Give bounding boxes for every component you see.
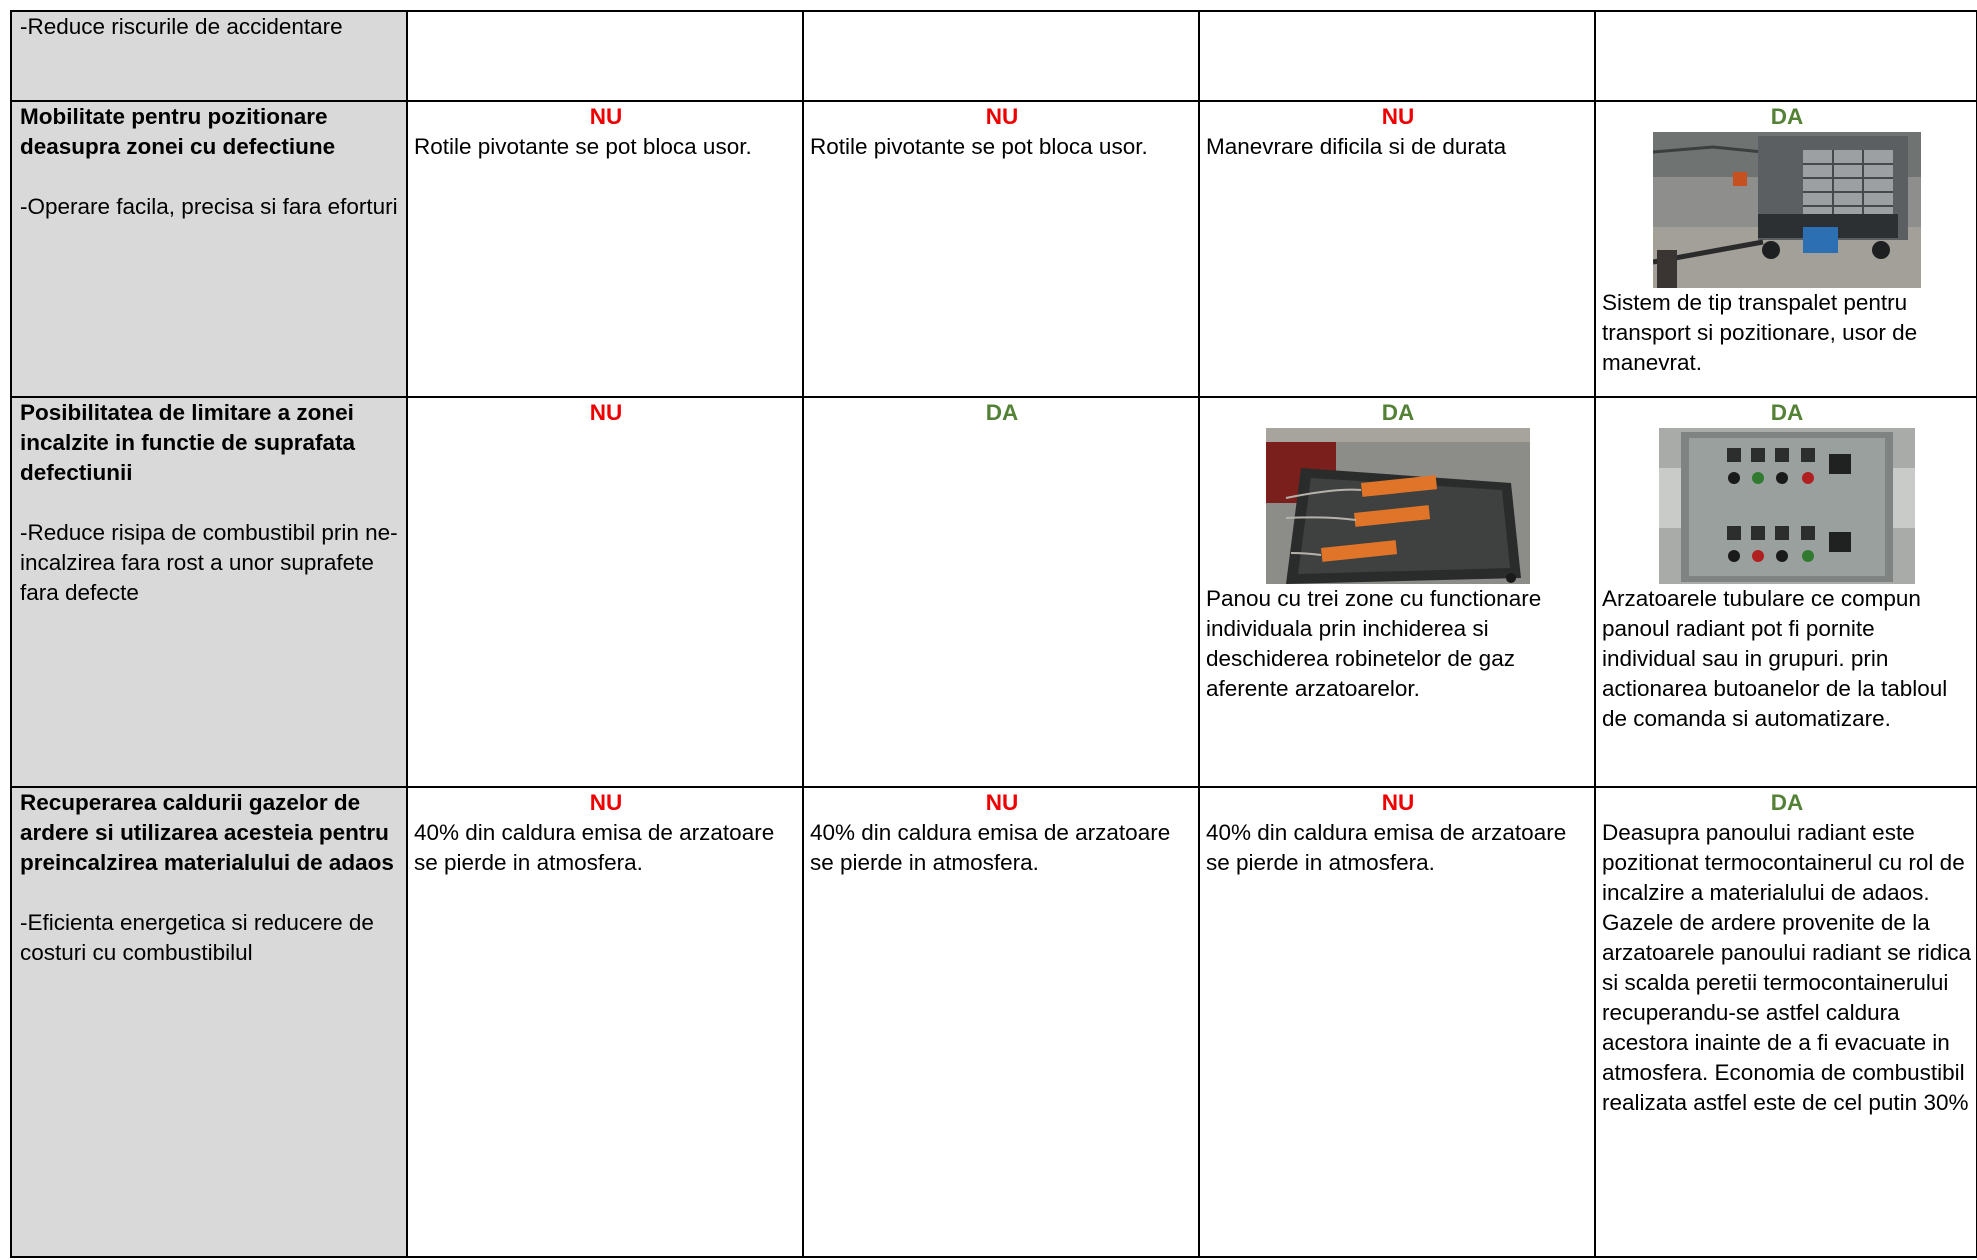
verdict-badge: NU — [589, 790, 623, 815]
option-text: Rotile pivotante se pot bloca usor. — [810, 134, 1148, 159]
table-row — [11, 787, 1977, 1257]
three-zone-panel-photo — [1266, 428, 1530, 584]
option-cell-1 — [407, 11, 803, 101]
feature-cell — [11, 397, 407, 787]
verdict-badge: DA — [1770, 400, 1804, 425]
option-text: 40% din caldura emisa de arzatoare se pierde in atmosfera. — [1206, 820, 1567, 875]
option-cell-2 — [803, 101, 1199, 397]
option-text: Panou cu trei zone cu functionare individuala prin inchiderea si deschiderea robinetelor de gaz aferente arzatoarelor. — [1206, 586, 1542, 701]
feature-description: -Reduce riscurile de accidentare — [20, 14, 343, 39]
feature-description: -Operare facila, precisa si fara eforturi — [20, 194, 398, 219]
verdict-badge: NU — [1381, 790, 1415, 815]
option-cell-1 — [407, 397, 803, 787]
feature-cell — [11, 101, 407, 397]
option-cell-3 — [1199, 101, 1595, 397]
option-cell-3 — [1199, 11, 1595, 101]
option-cell-2 — [803, 397, 1199, 787]
option-cell-2 — [803, 11, 1199, 101]
feature-description: -Eficienta energetica si reducere de costuri cu combustibilul — [20, 910, 374, 965]
verdict-badge: NU — [1381, 104, 1415, 129]
feature-title: Mobilitate pentru pozitionare deasupra zonei cu defectiune — [20, 104, 336, 159]
option-cell-1 — [407, 101, 803, 397]
feature-cell — [11, 11, 407, 101]
feature-title: Recuperarea caldurii gazelor de ardere si utilizarea acesteia pentru preincalzirea materialului de adaos — [20, 790, 394, 875]
option-cell-2 — [803, 787, 1199, 1257]
option-cell-1 — [407, 787, 803, 1257]
table-row — [11, 11, 1977, 101]
verdict-badge: DA — [1770, 790, 1804, 815]
table-row — [11, 101, 1977, 397]
option-text: Arzatoarele tubulare ce compun panoul radiant pot fi pornite individual sau in grupuri. prin actionarea butoanelor de la tabloul de comanda si automatizare. — [1602, 586, 1948, 731]
option-cell-4 — [1595, 787, 1977, 1257]
verdict-badge: NU — [589, 400, 623, 425]
verdict-badge: DA — [1381, 400, 1415, 425]
verdict-badge: NU — [985, 104, 1019, 129]
option-text: Rotile pivotante se pot bloca usor. — [414, 134, 752, 159]
option-cell-4 — [1595, 397, 1977, 787]
option-text: Sistem de tip transpalet pentru transport si pozitionare, usor de manevrat. — [1602, 290, 1918, 375]
control-board-photo — [1659, 428, 1915, 584]
option-text: Manevrare dificila si de durata — [1206, 134, 1507, 159]
verdict-badge: DA — [985, 400, 1019, 425]
option-cell-3 — [1199, 787, 1595, 1257]
option-text: Deasupra panoului radiant este pozitionat termocontainerul cu rol de incalzire a materialului de adaos. Gazele de ardere provenite de la arzatoarele panoului radiant se ridica si scalda peretii termocontainerului recuperandu-se astfel caldura acestora inainte de a fi evacuate in atmosfera. Economia de combustibil realizata astfel este de cel putin 30% — [1602, 820, 1971, 1115]
pallet-truck-heater-photo — [1653, 132, 1921, 288]
verdict-badge: NU — [589, 104, 623, 129]
option-cell-4 — [1595, 101, 1977, 397]
option-text: 40% din caldura emisa de arzatoare se pierde in atmosfera. — [810, 820, 1171, 875]
option-cell-3 — [1199, 397, 1595, 787]
feature-cell — [11, 787, 407, 1257]
feature-description: -Reduce risipa de combustibil prin ne-incalzirea fara rost a unor suprafete fara defecte — [20, 520, 398, 605]
option-text: 40% din caldura emisa de arzatoare se pierde in atmosfera. — [414, 820, 775, 875]
feature-title: Posibilitatea de limitare a zonei incalzite in functie de suprafata defectiunii — [20, 400, 356, 485]
verdict-badge: NU — [985, 790, 1019, 815]
verdict-badge: DA — [1770, 104, 1804, 129]
comparison-table — [10, 10, 1977, 1258]
table-row — [11, 397, 1977, 787]
option-cell-4 — [1595, 11, 1977, 101]
